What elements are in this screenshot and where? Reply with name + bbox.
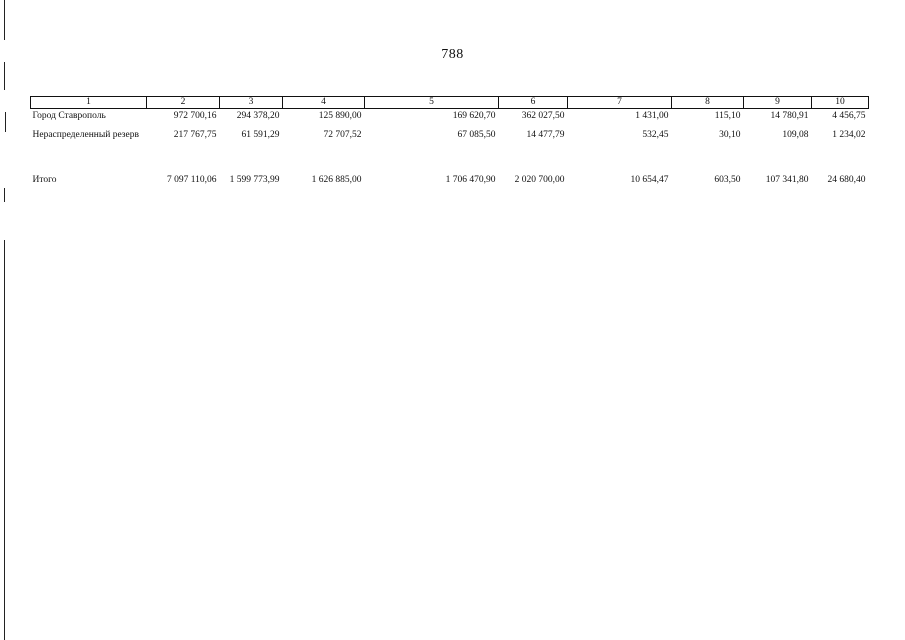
column-header: 5 bbox=[365, 97, 499, 109]
column-header: 6 bbox=[499, 97, 568, 109]
table-cell: 14 780,91 bbox=[770, 111, 809, 121]
table-cell: 109,08 bbox=[782, 130, 809, 140]
page-number: 788 bbox=[441, 47, 464, 62]
table-row-total bbox=[31, 173, 869, 190]
scan-mark bbox=[4, 188, 5, 202]
table-cell: 603,50 bbox=[714, 175, 741, 185]
column-header: 10 bbox=[812, 97, 869, 109]
scan-mark bbox=[5, 112, 6, 132]
table-cell: 217 767,75 bbox=[173, 130, 217, 140]
column-header: 9 bbox=[744, 97, 812, 109]
column-header: 2 bbox=[147, 97, 220, 109]
table-row bbox=[31, 109, 869, 129]
table-cell: 1 234,02 bbox=[832, 130, 866, 140]
table-cell: 169 620,70 bbox=[452, 111, 496, 121]
table-cell: 14 477,79 bbox=[526, 130, 565, 140]
table-cell: 294 378,20 bbox=[236, 111, 280, 121]
table-cell: 115,10 bbox=[714, 111, 741, 121]
table-cell: 61 591,29 bbox=[241, 130, 280, 140]
table-cell: 532,45 bbox=[642, 130, 669, 140]
table-row bbox=[31, 128, 869, 173]
column-header: 4 bbox=[283, 97, 365, 109]
column-header: 8 bbox=[672, 97, 744, 109]
table-cell: 7 097 110,06 bbox=[166, 175, 217, 185]
row-label: Нераспределенный резерв bbox=[32, 130, 139, 140]
column-header: 7 bbox=[568, 97, 672, 109]
scan-mark bbox=[4, 0, 5, 40]
table-cell: 10 654,47 bbox=[630, 175, 669, 185]
scan-mark bbox=[4, 240, 5, 640]
table-cell: 1 626 885,00 bbox=[311, 175, 362, 185]
table-cell: 972 700,16 bbox=[173, 111, 217, 121]
table-cell: 72 707,52 bbox=[323, 130, 362, 140]
table-cell: 362 027,50 bbox=[521, 111, 565, 121]
table-cell: 30,10 bbox=[719, 130, 741, 140]
row-label: Итого bbox=[32, 175, 57, 185]
table-cell: 1 599 773,99 bbox=[229, 175, 280, 185]
table-cell: 24 680,40 bbox=[827, 175, 866, 185]
scan-mark bbox=[4, 62, 5, 90]
row-label: Город Ставрополь bbox=[32, 111, 106, 121]
column-header: 1 bbox=[31, 97, 147, 109]
table-cell: 1 706 470,90 bbox=[445, 175, 496, 185]
table-cell: 4 456,75 bbox=[832, 111, 866, 121]
column-header: 3 bbox=[220, 97, 283, 109]
table-cell: 107 341,80 bbox=[765, 175, 809, 185]
data-table bbox=[30, 96, 869, 190]
table-cell: 2 020 700,00 bbox=[514, 175, 565, 185]
table-cell: 67 085,50 bbox=[457, 130, 496, 140]
table-cell: 125 890,00 bbox=[318, 111, 362, 121]
table-cell: 1 431,00 bbox=[635, 111, 669, 121]
header-row bbox=[31, 97, 869, 109]
